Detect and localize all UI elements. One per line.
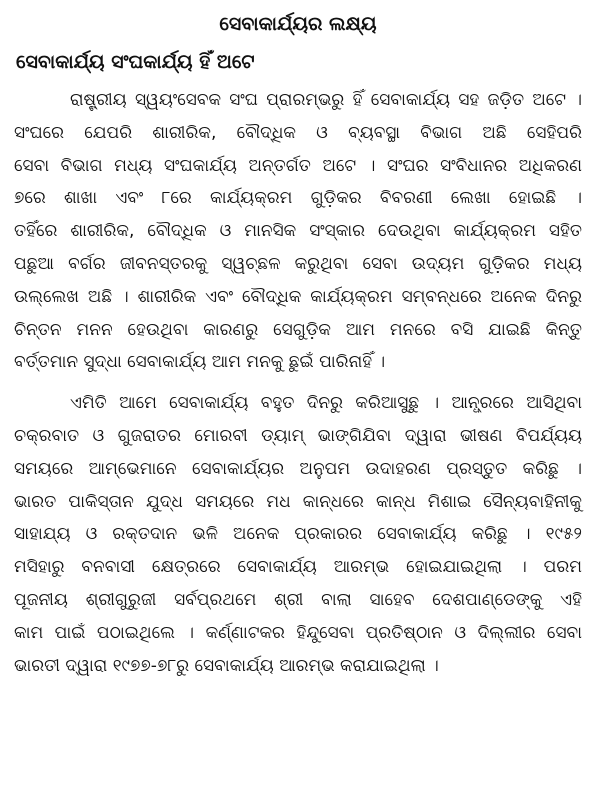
paragraph-line: ତହିଁରେ ଶାରୀରିକ, ବୌଦ୍ଧିକ ଓ ମାନସିକ ସଂସ୍କାର ଦେଉଥିବା କାର୍ଯ୍ୟକ୍ରମ ସହିତ (14, 221, 582, 242)
paragraph-line: ରାଷ୍ଟ୍ରୀୟ ସ୍ୱୟଂସେବକ ସଂଘ ପ୍ରାରମ୍ଭରୁ ହିଁ ସେବାକାର୍ଯ୍ୟ ସହ ଜଡ଼ିତ ଅଟେ । (70, 90, 582, 110)
paragraph-line: ସେବା ବିଭାଗ ମଧ୍ୟ ସଂଘକାର୍ଯ୍ୟ ଅନ୍ତର୍ଗତ ଅଟେ । ସଂଘର ସଂବିଧାନର ଅଧିକରଣ (14, 155, 582, 176)
paragraph-line: ବର୍ତ୍ତମାନ ସୁଦ୍ଧା ସେବାକାର୍ଯ୍ୟ ଆମ ମନକୁ ଛୁଇଁ ପାରିନାହିଁ । (14, 352, 386, 373)
paragraph-line: ସମୟରେ ଆମ୍ଭେମାନେ ସେବାକାର୍ଯ୍ୟର ଅନୁପମ ଉଦାହରଣ ପ୍ରସ୍ତୁତ କରିଛୁ । (14, 458, 582, 479)
paragraph-line: ସାହାଯ୍ୟ ଓ ରକ୍ତଦାନ ଭଳି ଅନେକ ପ୍ରକାରର ସେବାକାର୍ଯ୍ୟ କରିଛୁ । ୧୯୫୨ (14, 524, 582, 545)
paragraph-line: କାମ ପାଇଁ ପଠାଇଥିଲେ । କର୍ଣ୍ଣାଟକର ହିନ୍ଦୁସେବା ପ୍ରତିଷ୍ଠାନ ଓ ଦିଲ୍ଲୀର ସେବା (14, 622, 582, 643)
paragraph-line: ଚକ୍ରବାତ ଓ ଗୁଜରାତର ମୋରବୀ ଡ୍ୟାମ୍ ଭାଙ୍ଗିଯିବା ଦ୍ୱାରା ଭୀଷଣ ବିପର୍ଯ୍ୟୟ (14, 425, 582, 446)
paragraph-line: ୭ରେ ଶାଖା ଏବଂ ୮ରେ କାର୍ଯ୍ୟକ୍ରମ ଗୁଡ଼ିକର ବିବରଣୀ ଲେଖା ହୋଇଛି । (14, 188, 582, 209)
paragraph-2 (14, 387, 582, 682)
paragraph-line: ଉଲ୍ଲେଖ ଅଛି । ଶାରୀରିକ ଏବଂ ବୌଦ୍ଧିକ କାର୍ଯ୍ୟକ୍ରମ ସମ୍ବନ୍ଧରେ ଅନେକ ଦିନରୁ (14, 286, 582, 307)
page-title: ସେବାକାର୍ଯ୍ୟର ଲକ୍ଷ୍ୟ (219, 13, 377, 35)
paragraph-line: ସଂଘରେ ଯେପରି ଶାରୀରିକ, ବୌଦ୍ଧିକ ଓ ବ୍ୟବସ୍ଥା ବିଭାଗ ଅଛି ସେହିପରି (14, 122, 582, 143)
paragraph-line: ଏମିତି ଆମେ ସେବାକାର୍ଯ୍ୟ ବହୁତ ଦିନରୁ କରିଆସୁଛୁ । ଆନ୍ଧ୍ରରେ ଆସିଥିବା (70, 393, 582, 414)
paragraph-line: ମସିହାରୁ ବନବାସୀ କ୍ଷେତ୍ରରେ ସେବାକାର୍ଯ୍ୟ ଆରମ୍ଭ ହୋଇଯାଇଥିଲା । ପରମ (14, 557, 582, 578)
paragraph-1 (14, 84, 582, 379)
paragraph-line: ଭାରତୀ ଦ୍ୱାରା ୧୯୭୭-୭୮ରୁ ସେବାକାର୍ଯ୍ୟ ଆରମ୍ଭ କରାଯାଇଥିଲା । (14, 655, 439, 676)
paragraph-line: ଭାରତ ପାକିସ୍ତାନ ଯୁଦ୍ଧ ସମୟରେ ମଧ କାନ୍ଧରେ କାନ୍ଧ ମିଶାଇ ସୈନ୍ୟବାହିନୀକୁ (14, 491, 582, 512)
paragraph-line: ପୂଜନୀୟ ଶ୍ରୀଗୁରୁଜୀ ସର୍ବପ୍ରଥମେ ଶ୍ରୀ ବାଲା ସାହେବ ଦେଶପାଣ୍ଡେଙ୍କୁ ଏହି (14, 589, 582, 610)
paragraph-line: ଚିନ୍ତନ ମନନ ହେଉଥିବା କାରଣରୁ ସେଗୁଡ଼ିକ ଆମ ମନରେ ବସି ଯାଇଛି କିନ୍ତୁ (14, 319, 582, 340)
section-heading: ସେବାକାର୍ଯ୍ୟ ସଂଘକାର୍ଯ୍ୟ ହିଁ ଅଟେ (16, 51, 255, 73)
paragraph-line: ପଛୁଆ ବର୍ଗର ଜୀବନସ୍ତରକୁ ସ୍ୱଚ୍ଛଳ କରୁଥିବା ସେବା ଉଦ୍ୟମ ଗୁଡ଼ିକର ମଧ୍ୟ (14, 253, 582, 274)
